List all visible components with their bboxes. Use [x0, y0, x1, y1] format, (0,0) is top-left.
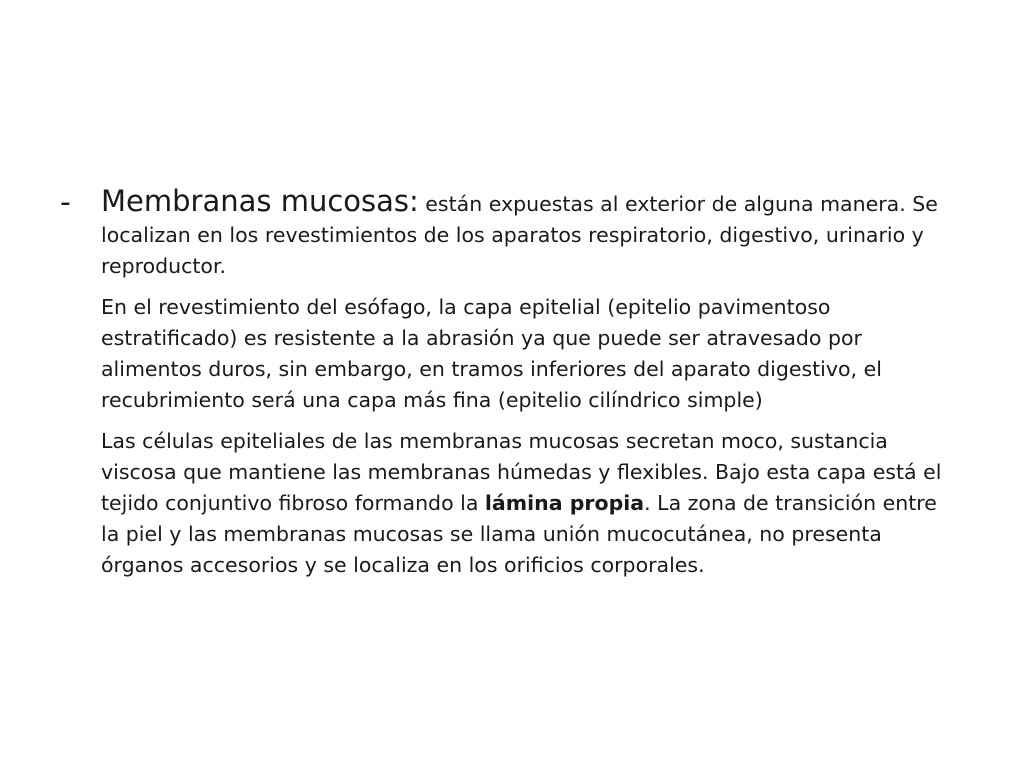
- bold-term-lamina-propia: lámina propia: [484, 491, 645, 515]
- bullet-item: [60, 186, 960, 591]
- paragraph-text-after: . La zona de transición entre la piel y las membranas mucosas se llama unión mucocutánea, no presenta órganos accesorios y se localiza en los orificios corporales.: [101, 491, 937, 577]
- heading-term: Membranas mucosas:: [101, 184, 419, 218]
- paragraph-intro: [101, 186, 960, 282]
- slide-content: [60, 186, 960, 591]
- bullet-marker: -: [60, 185, 71, 220]
- paragraph-text-before: Las células epiteliales de las membranas mucosas secretan moco, sustancia viscosa que mantiene las membranas húmedas y flexibles. Bajo esta capa está el tejido conjuntivo fibroso formando la: [101, 429, 942, 515]
- paragraph-esophagus: En el revestimiento del esófago, la capa epitelial (epitelio pavimentoso estratificado) es resistente a la abrasión ya que puede ser atravesado por alimentos duros, sin embargo, en tramos inferiores del aparato digestivo, el recubrimiento será una capa más fina (epitelio cilíndrico simple): [101, 295, 882, 412]
- paragraph-mucous-cells: [101, 426, 960, 581]
- heading-text: están expuestas al exterior de alguna manera. Se localizan en los revestimientos de los aparatos respiratorio, digestivo, urinario y reproductor.: [101, 192, 938, 278]
- bullet-body: [101, 186, 960, 591]
